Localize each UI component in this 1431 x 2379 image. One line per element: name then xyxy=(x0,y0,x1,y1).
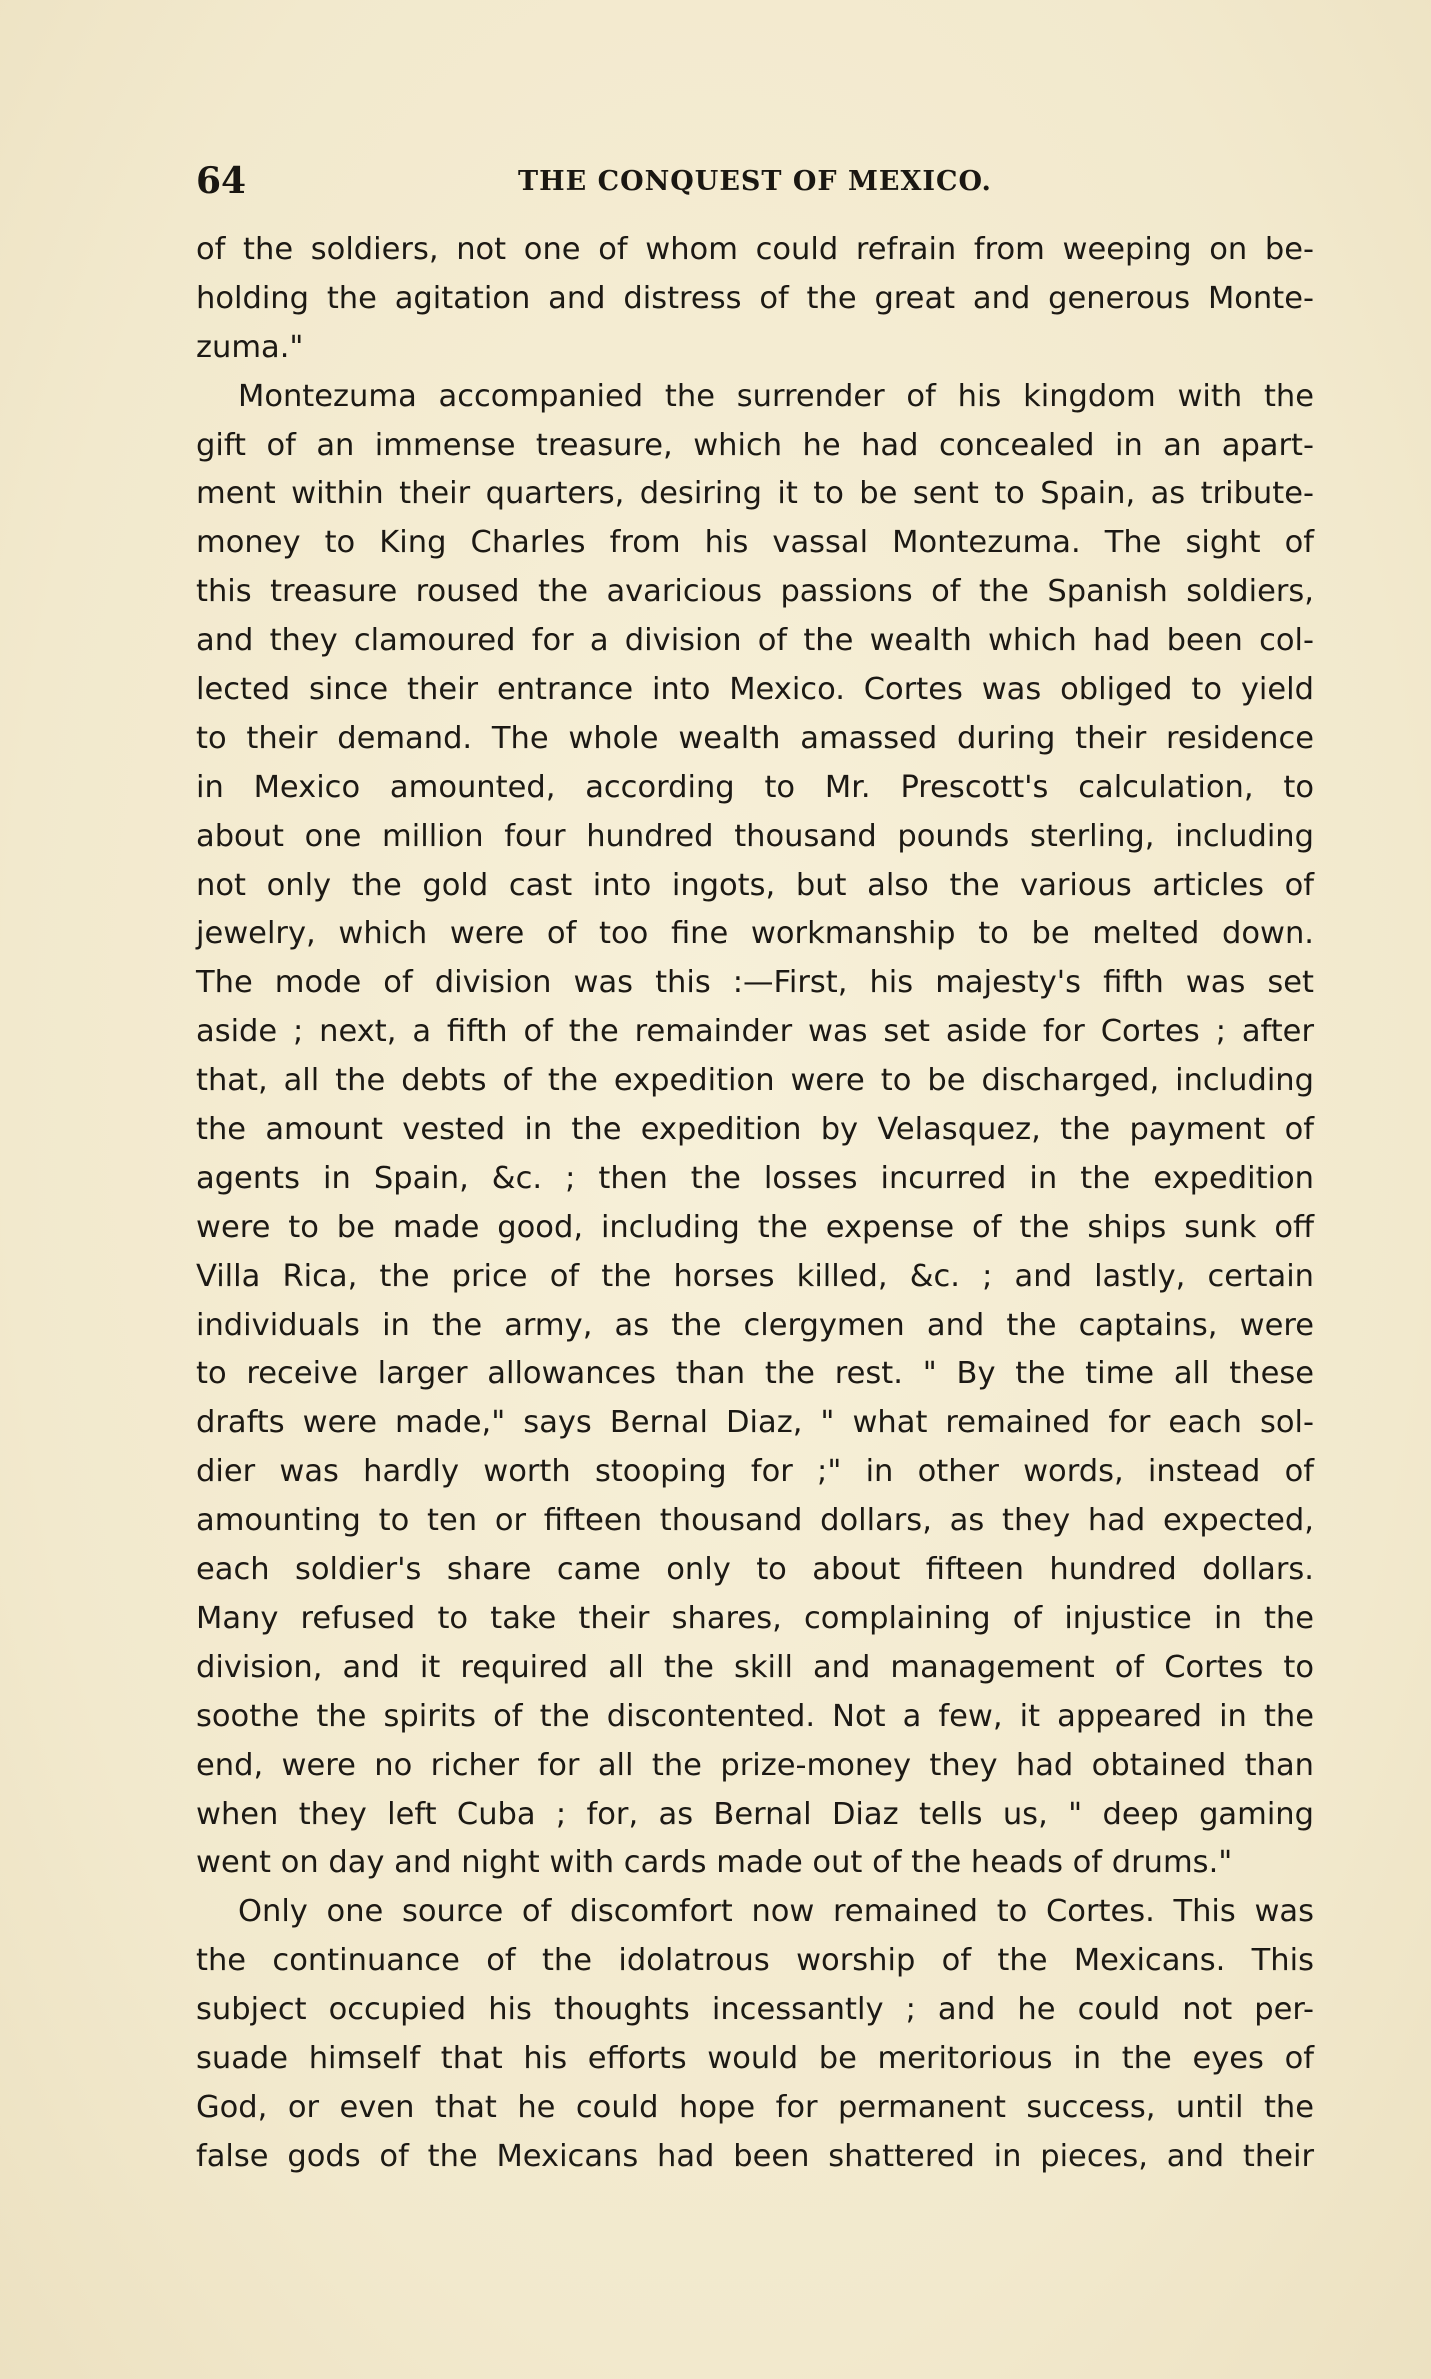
running-title: THE CONQUEST OF MEXICO. xyxy=(518,166,992,197)
text-line: money to King Charles from his vassal Montezuma. The sight of xyxy=(196,525,1314,561)
text-line: each soldier's share came only to about fifteen hundred dollars. xyxy=(196,1552,1314,1588)
text-line: agents in Spain, &c. ; then the losses incurred in the expedition xyxy=(196,1160,1314,1196)
text-line: Many refused to take their shares, complaining of injustice in the xyxy=(196,1600,1314,1636)
text-line: The mode of division was this :—First, his majesty's fifth was set xyxy=(196,965,1314,1001)
text-line: that, all the debts of the expedition were to be discharged, including xyxy=(196,1063,1314,1099)
text-line: this treasure roused the avaricious passions of the Spanish soldiers, xyxy=(196,574,1314,610)
text-line: soothe the spirits of the discontented. Not a few, it appeared in the xyxy=(196,1698,1314,1734)
text-line: went on day and night with cards made out of the heads of drums." xyxy=(196,1845,1233,1881)
body-text xyxy=(196,226,1314,2182)
text-line: about one million four hundred thousand pounds sterling, including xyxy=(196,818,1314,854)
text-line: not only the gold cast into ingots, but also the various articles of xyxy=(196,867,1314,903)
text-line: the continuance of the idolatrous worship of the Mexicans. This xyxy=(196,1943,1314,1979)
text-line: division, and it required all the skill and management of Cortes to xyxy=(196,1649,1314,1685)
page-header xyxy=(196,160,1321,210)
text-line: end, were no richer for all the prize-money they had obtained than xyxy=(196,1747,1314,1783)
text-line: individuals in the army, as the clergymen and the captains, were xyxy=(196,1307,1314,1343)
text-line: and they clamoured for a division of the wealth which had been col- xyxy=(196,623,1314,659)
text-line: holding the agitation and distress of the great and generous Monte- xyxy=(196,280,1314,316)
text-line: God, or even that he could hope for permanent success, until the xyxy=(196,2089,1314,2125)
text-line: zuma." xyxy=(196,329,304,365)
text-line: of the soldiers, not one of whom could refrain from weeping on be- xyxy=(196,232,1314,267)
text-line: dier was hardly worth stooping for ;" in other words, instead of xyxy=(196,1454,1314,1490)
text-line: drafts were made," says Bernal Diaz, " what remained for each sol- xyxy=(196,1405,1314,1441)
text-line: Villa Rica, the price of the horses killed, &c. ; and lastly, certain xyxy=(196,1258,1314,1294)
text-line: gift of an immense treasure, which he had concealed in an apart- xyxy=(196,427,1314,463)
text-line: subject occupied his thoughts incessantly ; and he could not per- xyxy=(196,1992,1314,2028)
text-line: in Mexico amounted, according to Mr. Prescott's calculation, to xyxy=(196,769,1314,805)
page-number: 64 xyxy=(196,160,247,202)
text-line: aside ; next, a fifth of the remainder was set aside for Cortes ; after xyxy=(196,1014,1314,1050)
text-line: suade himself that his efforts would be meritorious in the eyes of xyxy=(196,2040,1314,2076)
text-line: when they left Cuba ; for, as Bernal Diaz tells us, " deep gaming xyxy=(196,1796,1314,1832)
text-line: amounting to ten or fifteen thousand dollars, as they had expected, xyxy=(196,1503,1314,1539)
text-line: to their demand. The whole wealth amassed during their residence xyxy=(196,720,1314,756)
text-line: false gods of the Mexicans had been shattered in pieces, and their xyxy=(196,2138,1314,2174)
text-line: the amount vested in the expedition by Velasquez, the payment of xyxy=(196,1112,1314,1148)
text-line: to receive larger allowances than the rest. " By the time all these xyxy=(196,1356,1314,1392)
text-line: ment within their quarters, desiring it to be sent to Spain, as tribute- xyxy=(196,476,1314,512)
text-line: were to be made good, including the expense of the ships sunk off xyxy=(196,1209,1314,1245)
text-line: lected since their entrance into Mexico. Cortes was obliged to yield xyxy=(196,672,1314,708)
text-line: Only one source of discomfort now remained to Cortes. This was xyxy=(238,1894,1314,1930)
text-line: jewelry, which were of too fine workmanship to be melted down. xyxy=(196,916,1314,952)
text-line: Montezuma accompanied the surrender of his kingdom with the xyxy=(238,378,1314,414)
